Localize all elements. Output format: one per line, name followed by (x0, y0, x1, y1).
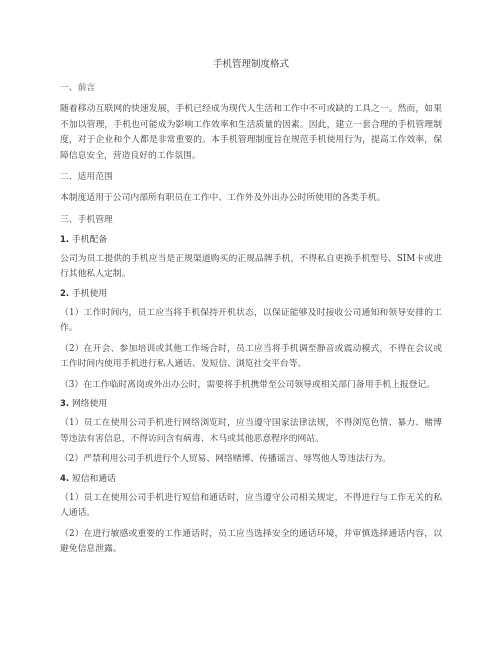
subsection-number: 4. (60, 473, 70, 484)
subsection-heading-network-use (60, 398, 442, 411)
subsection-item: 公司为员工提供的手机应当是正规渠道购买的正规品牌手机，不得私自更换手机型号、SIM卡或进行其他私人定制。 (60, 253, 442, 279)
section-paragraph: 本制度适用于公司内部所有职员在工作中、工作外及外出办公时所使用的各类手机。 (60, 193, 386, 203)
subsection-title: 手机使用 (71, 288, 108, 299)
subsection-item: （2）在进行敏感或重要的工作通话时，员工应当选择安全的通话环境，并审慎选择通话内容，以避免信息泄露。 (60, 528, 442, 554)
subsection-item: （3）在工作临时离岗或外出办公时，需要将手机携带至公司领导或相关部门备用手机上报登记。 (60, 379, 436, 390)
subsection-item: （1）员工在使用公司手机进行网络浏览时，应当遵守国家法律法规，不得浏览色情、暴力、赌博等违法有害信息，不得访问含有病毒、木马或其他恶意程序的网站。 (60, 418, 442, 444)
section-heading-scope: 二、适用范围 (60, 172, 113, 182)
section-heading-phone-management: 三、手机管理 (60, 214, 113, 225)
subsection-heading-sms-and-calls (60, 473, 442, 486)
subsection-number: 3. (60, 399, 70, 409)
subsection-title: 网络使用 (71, 399, 108, 409)
subsection-title: 短信和通话 (71, 473, 116, 484)
section-heading-preface: 一、前言 (60, 83, 96, 93)
subsection-number: 1. (60, 234, 70, 245)
subsection-item: （1）员工在使用公司手机进行短信和通话时，应当遵守公司相关规定，不得进行与工作无关的私人通话。 (60, 492, 442, 518)
subsection-item: （2）严禁利用公司手机进行个人贸易、网络赌博、传播谣言、辱骂他人等违法行为。 (60, 454, 392, 464)
subsection-title: 手机配备 (71, 234, 108, 245)
section-paragraph: 随着移动互联网的快速发展，手机已经成为现代人生活和工作中不可或缺的工具之一。然而，如果不加以管理，手机也可能成为影响工作效率和生活质量的因素。因此，建立一套合理的手机管理制度，对于企业和个人都是非常重要的。本手机管理制度旨在规范手机使用行为，提高工作效率，保障信息安全，营造良好的工作氛围。 (60, 104, 442, 161)
subsection-heading-phone-use (60, 288, 442, 301)
subsection-number: 2. (60, 288, 70, 299)
subsection-heading-phone-equipment (60, 234, 442, 247)
subsection-item: （1）工作时间内，员工应当将手机保持开机状态，以保证能够及时接收公司通知和领导安排的工作。 (60, 307, 442, 333)
document-title: 手机管理制度格式 (212, 59, 289, 70)
subsection-item: （2）在开会、参加培训或其他工作场合时，员工应当将手机调至静音或震动模式，不得在会议或工作时间内使用手机进行私人通话、发短信、浏览社交平台等。 (60, 343, 442, 369)
